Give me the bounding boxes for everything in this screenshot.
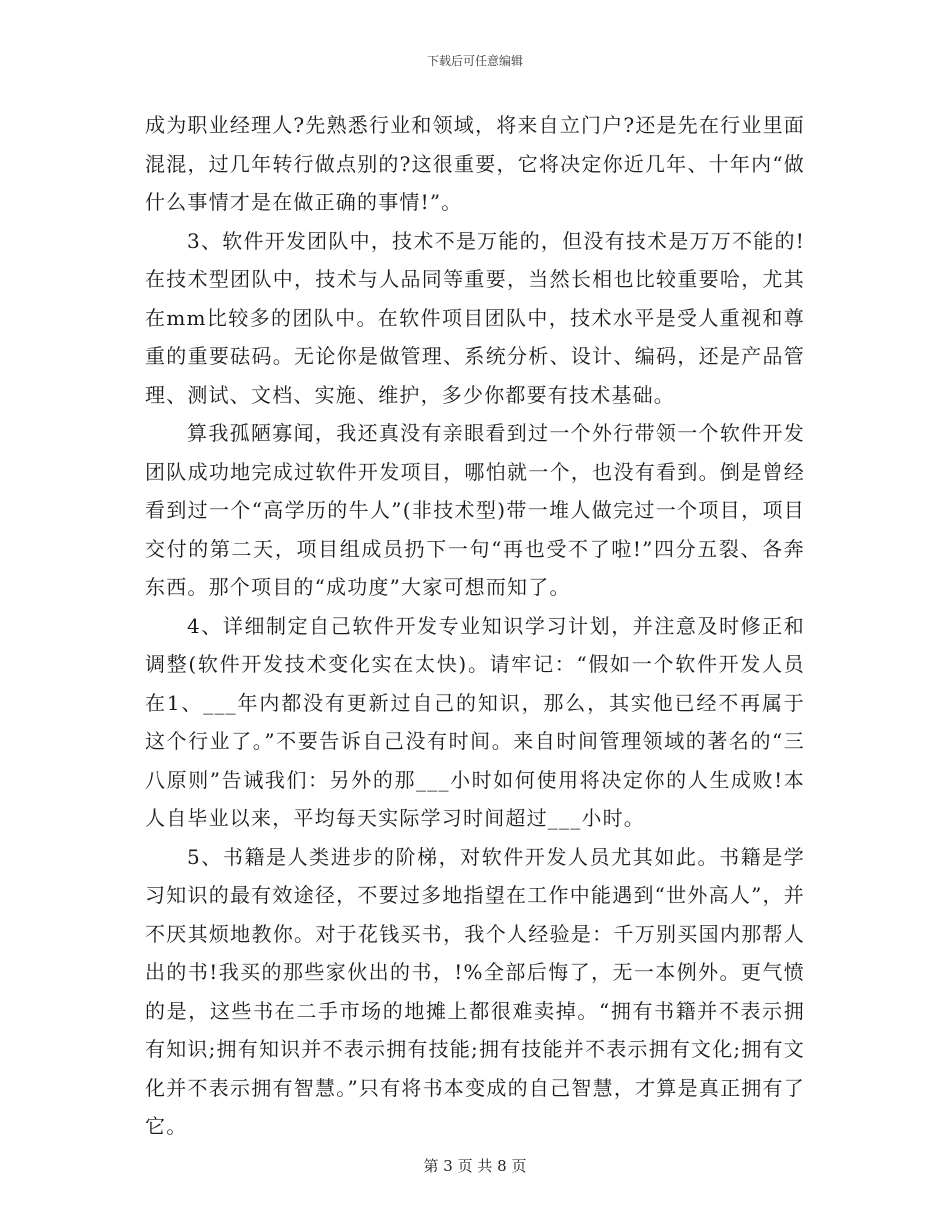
paragraph-point-3: 3、软件开发团队中，技术不是万能的，但没有技术是万万不能的!在技术型团队中，技术与人品同等重要，当然长相也比较重要哈，尤其在mm比较多的团队中。在软件项目团队中，技术水平是受人重视和尊重的重要砝码。无论你是做管理、系统分析、设计、编码，还是产品管理、测试、文档、实施、维护，多少你都要有技术基础。 [145,228,805,407]
document-body [145,106,805,1146]
page-footer-page-number: 第 3 页 共 8 页 [423,1157,527,1175]
paragraph-point-5: 5、书籍是人类进步的阶梯，对软件开发人员尤其如此。书籍是学习知识的最有效途径，不要过多地指望在工作中能遇到“世外高人”，并不厌其烦地教你。对于花钱买书，我个人经验是：千万别买国内那帮人出的书!我买的那些家伙出的书，!%全部后悔了，无一本例外。更气愤的是，这些书在二手市场的地摊上都很难卖掉。“拥有书籍并不表示拥有知识;拥有知识并不表示拥有技能;拥有技能并不表示拥有文化;拥有文化并不表示拥有智慧。”只有将书本变成的自己智慧，才算是真正拥有了它。 [145,844,805,1138]
paragraph-anecdote: 算我孤陋寡闻，我还真没有亲眼看到过一个外行带领一个软件开发团队成功地完成过软件开发项目，哪怕就一个，也没有看到。倒是曾经看到过一个“高学历的牛人”(非技术型)带一堆人做完过一个项目，项目交付的第二天，项目组成员扔下一句“再也受不了啦!”四分五裂、各奔东西。那个项目的“成功度”大家可想而知了。 [145,421,805,599]
paragraph-continuation: 成为职业经理人?先熟悉行业和领域，将来自立门户?还是先在行业里面混混，过几年转行做点别的?这很重要，它将决定你近几年、十年内“做什么事情才是在做正确的事情!”。 [145,113,805,214]
page-header: 下载后可任意编辑 [426,54,523,68]
paragraph-point-4: 4、详细制定自己软件开发专业知识学习计划，并注意及时修正和调整(软件开发技术变化实在太快)。请牢记：“假如一个软件开发人员在1、___年内都没有更新过自己的知识，那么，其实他已经不再属于这个行业了。”不要告诉自己没有时间。来自时间管理领域的著名的“三八原则”告诫我们：另外的那___小时如何使用将决定你的人生成败!本人自毕业以来，平均每天实际学习时间超过___小时。 [145,613,805,830]
